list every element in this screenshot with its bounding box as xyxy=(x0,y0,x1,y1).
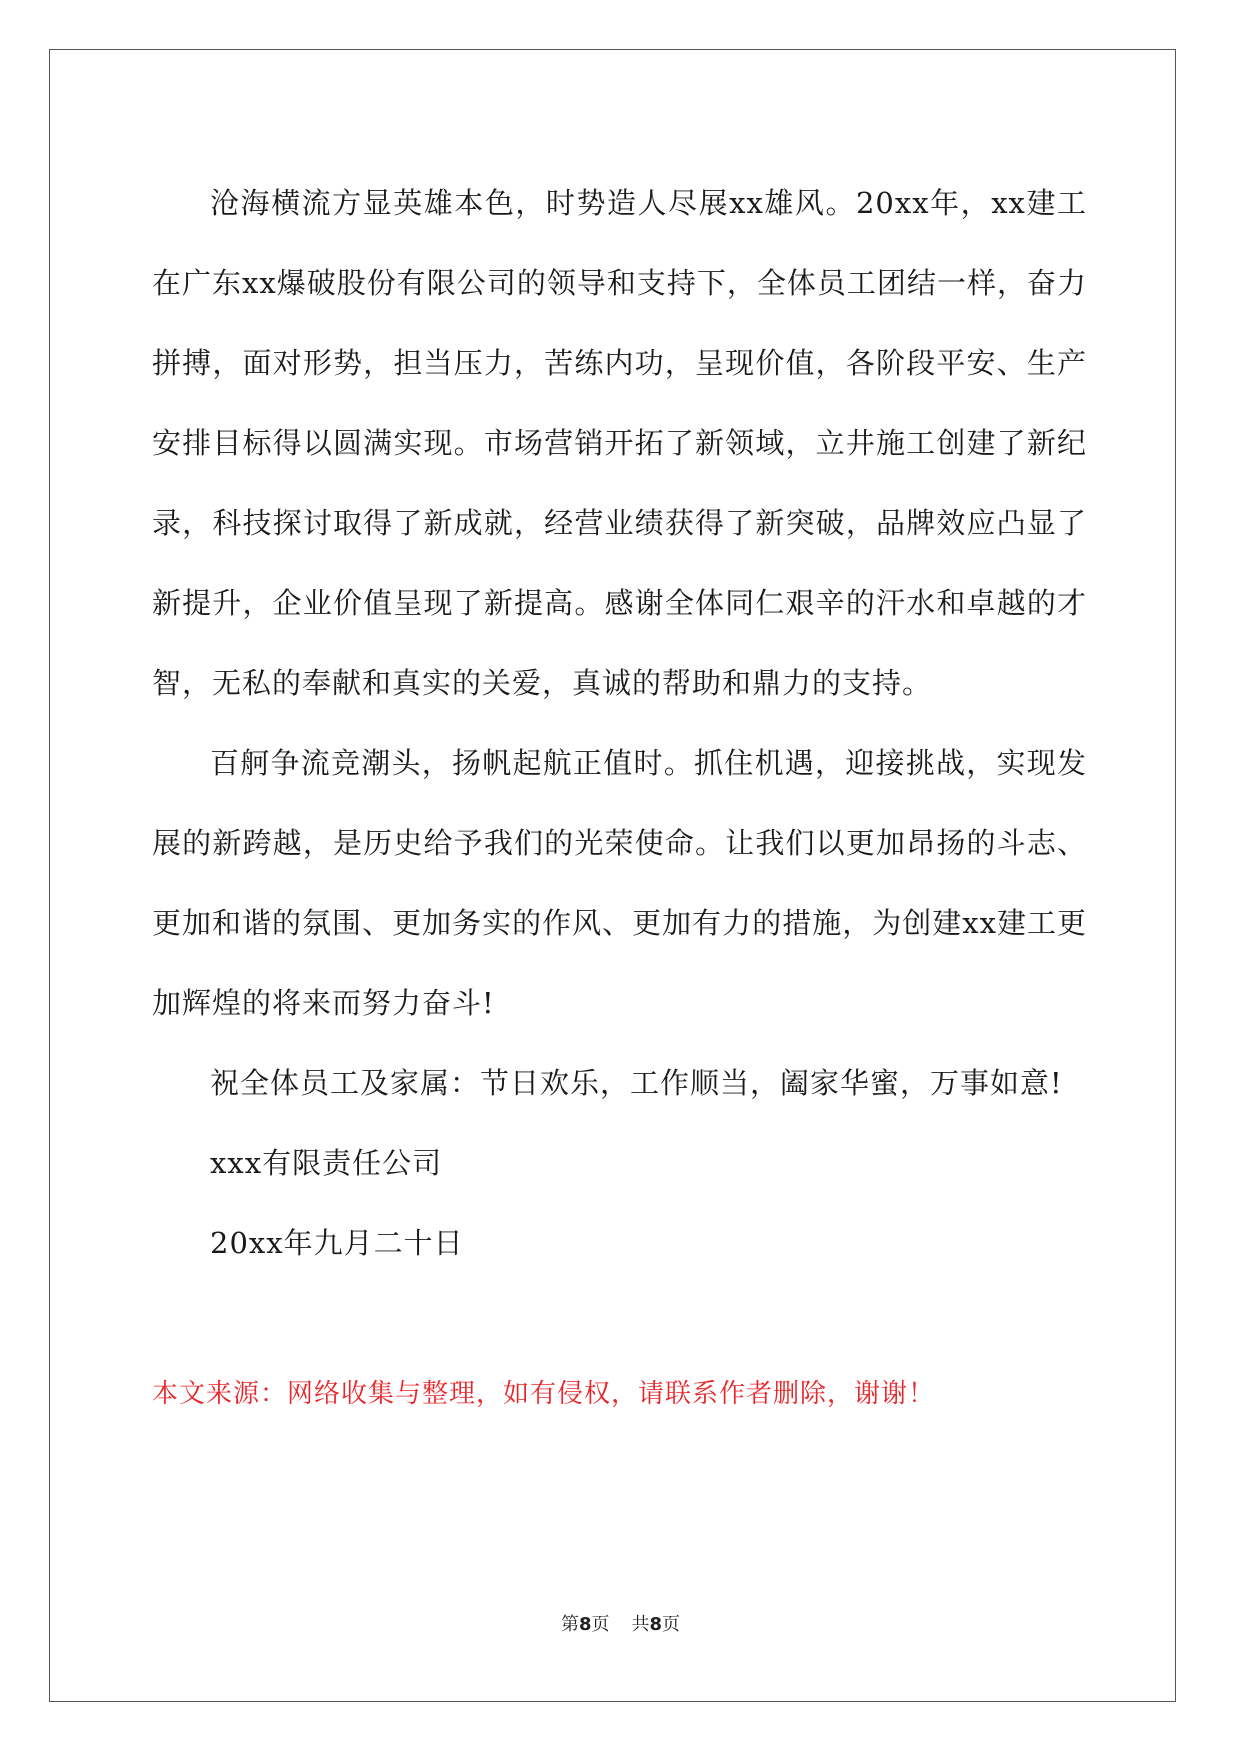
greeting: 祝全体员工及家属：节日欢乐，工作顺当，阖家华蜜，万事如意! xyxy=(210,1066,1063,1100)
source-note: 本文来源：网络收集与整理，如有侵权，请联系作者删除，谢谢！ xyxy=(152,1379,936,1409)
total-pages-number: 8 xyxy=(649,1614,663,1635)
page-footer xyxy=(0,1612,1241,1638)
signature-company: xxx有限责任公司 xyxy=(210,1146,443,1180)
current-page-number: 8 xyxy=(578,1614,592,1635)
footer-prefix: 第 xyxy=(560,1614,579,1635)
paragraph-1: 沧海横流方显英雄本色，时势造人尽展xx雄风。20xx年，xx建工在广东xx爆破股份有限公司的领导和支持下，全体员工团结一样，奋力拼搏，面对形势，担当压力，苦练内功，呈现价值，各阶段平安、生产安排目标得以圆满实现。市场营销开拓了新领域，立井施工创建了新纪录，科技探讨取得了新成就，经营业绩获得了新突破，品牌效应凸显了新提升，企业价值呈现了新提高。感谢全体同仁艰辛的汗水和卓越的才智，无私的奉献和真实的关爱，真诚的帮助和鼎力的支持。 xyxy=(152,186,1087,700)
paragraph-2: 百舸争流竞潮头，扬帆起航正值时。抓住机遇，迎接挑战，实现发展的新跨越，是历史给予我们的光荣使命。让我们以更加昂扬的斗志、更加和谐的氛围、更加务实的作风、更加有力的措施，为创建xx建工更加辉煌的将来而努力奋斗! xyxy=(152,746,1087,1020)
document-body xyxy=(152,163,1087,1283)
footer-total-suffix: 页 xyxy=(662,1614,681,1635)
signature-date: 20xx年九月二十日 xyxy=(210,1226,464,1260)
footer-page-suffix: 页 xyxy=(591,1614,610,1635)
footer-total-prefix: 共 xyxy=(631,1614,650,1635)
